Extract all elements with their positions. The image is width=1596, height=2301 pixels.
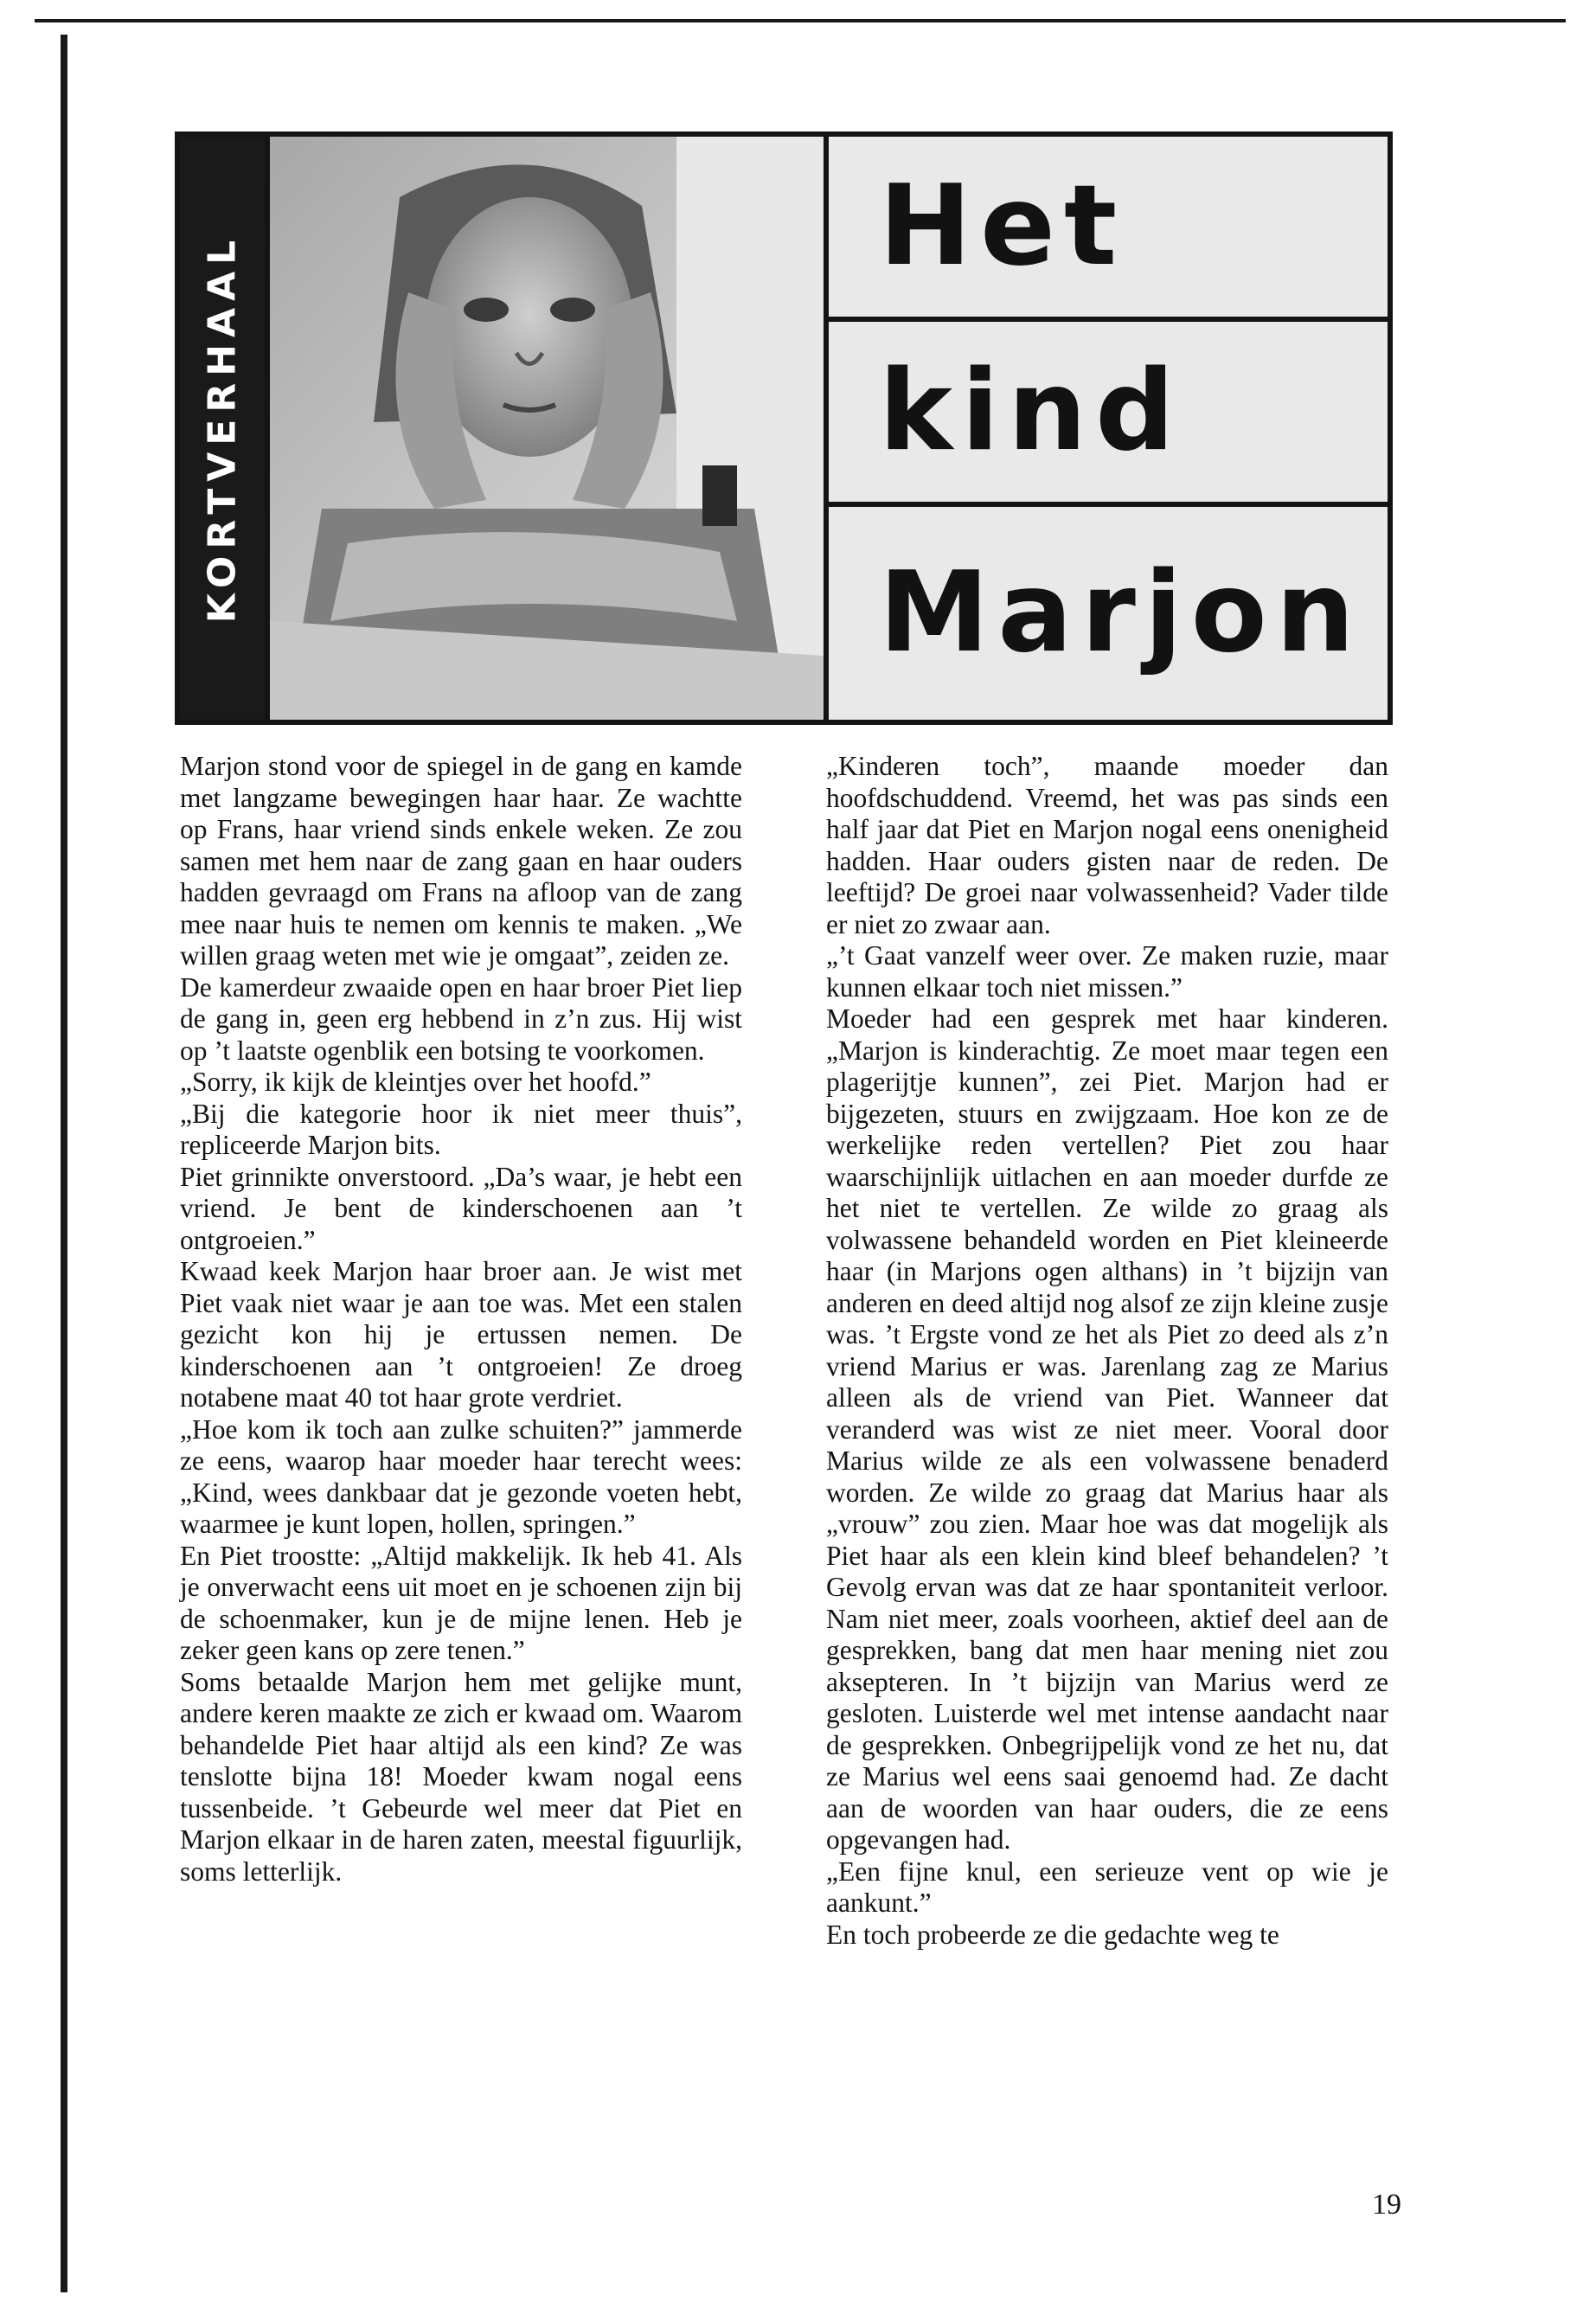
- paragraph: „Hoe kom ik toch aan zulke schuiten?” jammerde ze eens, waarop haar moeder haar terecht wees: „Kind, wees dankbaar dat je gezonde voeten hebt, waarmee je kunt lopen, hollen, springen.”: [180, 1413, 742, 1539]
- portrait-image: [270, 137, 824, 720]
- paragraph: „Kinderen toch”, maande moeder dan hoofdschuddend. Vreemd, het was pas sinds een half jaar dat Piet en Marjon nogal eens onenigheid hadden. Haar ouders gisten naar de reden. De leeftijd? De groei naar volwassenheid? Vader tilde er niet zo zwaar aan.: [826, 751, 1388, 939]
- paragraph: Moeder had een gesprek met haar kinderen. „Marjon is kinderachtig. Ze moet maar tegen een plagerijtje kunnen”, zei Piet. Marjon had er bijgezeten, stuurs en zwijgzaam. Hoe kon ze de werkelijke reden vertellen? Piet zou haar waarschijnlijk uitlachen en aan moeder durfde ze het niet te vertellen. Ze wilde zo graag als volwassene behandeld worden en Piet kleineerde haar (in Marjons ogen althans) in ’t bijzijn van anderen en deed altijd nog alsof ze zijn kleine zusje was. ’t Ergste vond ze het als Piet zo deed als z’n vriend Marius er was. Jarenlang zag ze Marius alleen als de vriend van Piet. Wanneer dat veranderd was wist ze niet meer. Vooral door Marius wilde ze als een volwassene benaderd worden. Ze wilde zo graag dat Marius haar als „vrouw” zou zien. Maar hoe was dat mogelijk als Piet haar als een klein kind bleef behandelen? ’t Gevolg ervan was dat ze haar spontaniteit verloor. Nam niet meer, zoals voorheen, aktief deel aan de gesprekken, bang dat men haar mening niet zou aksepteren. In ’t bijzijn van Marius werd ze gesloten. Luisterde wel met intense aandacht naar de gesprekken. Onbegrijpelijk vond ze het nu, dat ze Marius wel eens saai genoemd had. Ze dacht aan de woorden van haar ouders, die ze eens opgevangen had.: [826, 1003, 1388, 1855]
- paragraph: En toch probeerde ze die gedachte weg te: [826, 1919, 1279, 1950]
- page-edge: [61, 35, 67, 2292]
- title-line-2: kind: [829, 322, 1388, 507]
- top-rule: [35, 19, 1566, 22]
- paragraph: Soms betaalde Marjon hem met gelijke munt, andere keren maakte ze zich er kwaad om. Waarom behandelde Piet haar altijd als een kind? Ze was tenslotte bijna 18! Moeder kwam nogal eens tussenbeide. ’t Gebeurde wel meer dat Piet en Marjon elkaar in de haren zaten, meestal figuurlijk, soms letterlijk.: [180, 1666, 742, 1887]
- paragraph: „Een fijne knul, een serieuze vent op wie je aankunt.”: [826, 1856, 1388, 1918]
- paragraph: En Piet troostte: „Altijd makkelijk. Ik heb 41. Als je onverwacht eens uit moet en je schoenen zijn bij de schoenmaker, kun je de mijne lenen. Heb je zeker geen kans op zere tenen.”: [180, 1540, 742, 1665]
- paragraph: „’t Gaat vanzelf weer over. Ze maken ruzie, maar kunnen elkaar toch niet missen.”: [826, 940, 1388, 1003]
- paragraph: Kwaad keek Marjon haar broer aan. Je wist met Piet vaak niet waar je aan toe was. Met een stalen gezicht kon hij je ertussen nemen. De kinderschoenen aan ’t ontgroeien! Ze droeg notabene maat 40 tot haar grote verdriet.: [180, 1256, 742, 1413]
- paragraph: „Bij die kategorie hoor ik niet meer thuis”, repliceerde Marjon bits.: [180, 1098, 742, 1160]
- title-line-1: Het: [829, 137, 1388, 322]
- section-label: KORTVERHAAL: [200, 233, 245, 624]
- paragraph: „Sorry, ik kijk de kleintjes over het hoofd.”: [180, 1067, 651, 1097]
- story-header: [175, 131, 1393, 725]
- text-column-right: [826, 751, 1388, 1951]
- paragraph: Piet grinnikte onverstoord. „Da’s waar, je hebt een vriend. Je bent de kinderschoenen aan ’t ontgroeien.”: [180, 1161, 742, 1255]
- text-column-left: [180, 751, 742, 1888]
- paragraph: De kamerdeur zwaaide open en haar broer Piet liep de gang in, geen erg hebbend in z’n zus. Hij wist op ’t laatste ogenblik een botsing te voorkomen.: [180, 971, 742, 1066]
- paragraph: Marjon stond voor de spiegel in de gang en kamde met langzame bewegingen haar haar. Ze wachtte op Frans, haar vriend sinds enkele weken. Ze zou samen met hem naar de zang gaan en haar ouders hadden gevraagd om Frans na afloop van de zang mee naar huis te nemen om kennis te maken. „We willen graag weten met wie je omgaat”, zeiden ze.: [180, 751, 742, 971]
- girl-portrait-photo: [270, 137, 829, 720]
- section-band: [180, 137, 270, 720]
- title-line-3: Marjon: [829, 507, 1388, 720]
- page-number: 19: [1372, 2189, 1401, 2221]
